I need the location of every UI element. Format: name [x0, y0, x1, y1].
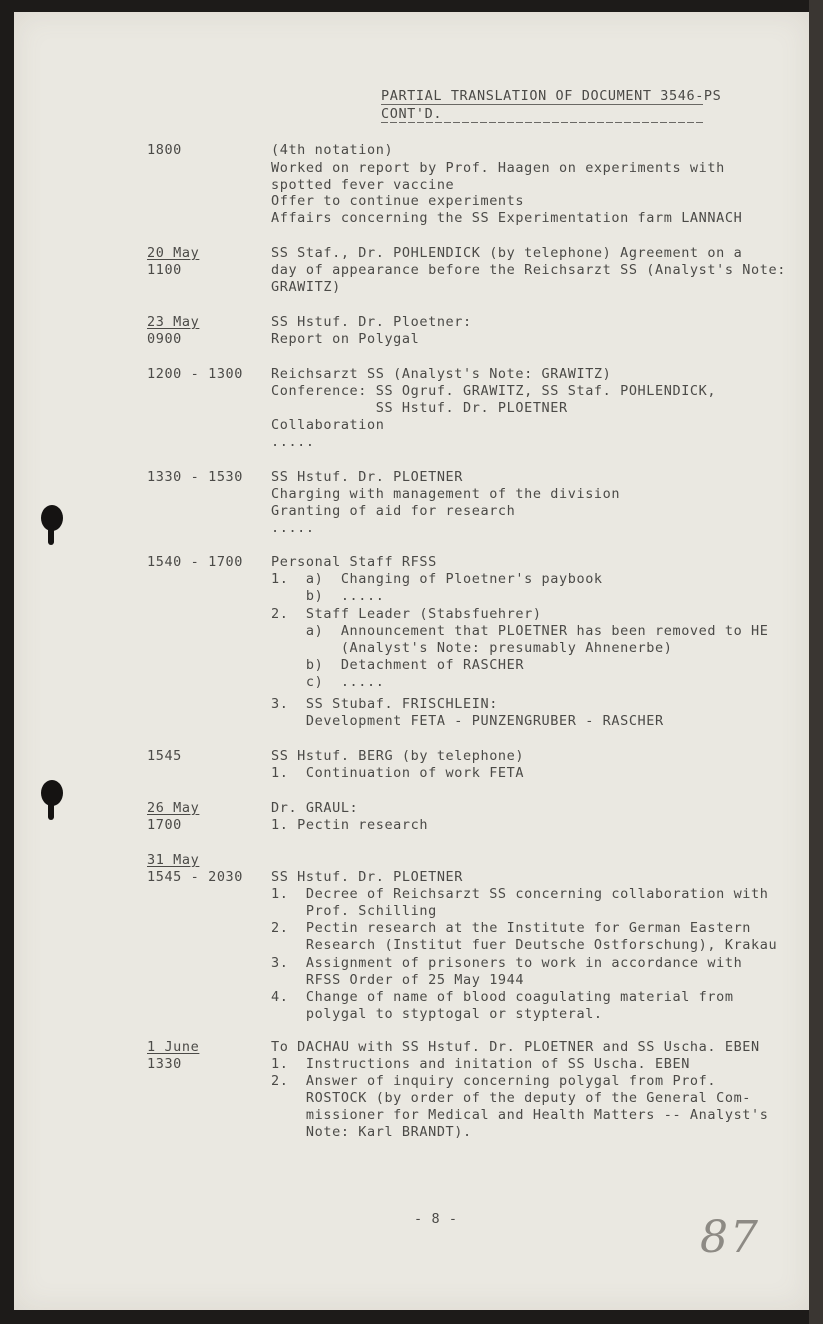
entry-line: Affairs concerning the SS Experimentation farm LANNACH: [271, 210, 743, 226]
entry-line: 3. SS Stubaf. FRISCHLEIN:: [271, 696, 498, 712]
header-title: PARTIAL TRANSLATION OF DOCUMENT 3546-PS: [381, 88, 722, 104]
entry-line: Research (Institut fuer Deutsche Ostforschung), Krakau: [271, 937, 778, 953]
entry-line: 2. Answer of inquiry concerning polygal from Prof.: [271, 1073, 717, 1089]
entry-date: 31 May: [147, 852, 200, 868]
header-subtitle: CONT'D.: [381, 105, 443, 122]
entry-time: 0900: [147, 331, 182, 347]
entry-line: ROSTOCK (by order of the deputy of the General Com-: [271, 1090, 752, 1106]
entry-time: 1200 - 1300: [147, 366, 244, 382]
entry-line: b) Detachment of RASCHER: [271, 657, 525, 673]
entry-line: Conference: SS Ogruf. GRAWITZ, SS Staf. POHLENDICK,: [271, 383, 717, 399]
entry-line: 4. Change of name of blood coagulating material from: [271, 989, 734, 1005]
entry-line: a) Announcement that PLOETNER has been removed to HE: [271, 623, 769, 639]
entry-line: .....: [271, 520, 315, 536]
entry-time: 1540 - 1700: [147, 554, 244, 570]
entry-line: Charging with management of the division: [271, 486, 621, 502]
entry-line: c) .....: [271, 674, 385, 690]
entry-line: 1. Decree of Reichsarzt SS concerning collaboration with: [271, 886, 769, 902]
entry-line: polygal to styptogal or stypteral.: [271, 1006, 603, 1022]
entry-line: day of appearance before the Reichsarzt SS (Analyst's Note:: [271, 262, 786, 278]
handwritten-page-number: 87: [700, 1212, 760, 1263]
entry-line: SS Staf., Dr. POHLENDICK (by telephone) Agreement on a: [271, 245, 743, 261]
entry-line: .....: [271, 434, 315, 450]
entry-line: Report on Polygal: [271, 331, 420, 347]
entry-line: 1. a) Changing of Ploetner's paybook: [271, 571, 603, 587]
header-underline: [381, 104, 703, 105]
entry-line: 3. Assignment of prisoners to work in accordance with: [271, 955, 743, 971]
document-header: [381, 88, 721, 123]
entry-time: 1800: [147, 142, 182, 158]
entry-line: RFSS Order of 25 May 1944: [271, 972, 525, 988]
entry-date: 26 May: [147, 800, 200, 816]
entry-line: Note: Karl BRANDT).: [271, 1124, 472, 1140]
entry-time: 1330: [147, 1056, 182, 1072]
entry-time: 1545: [147, 748, 182, 764]
punch-hole-top: [41, 505, 63, 531]
entry-line: SS Hstuf. Dr. PLOETNER: [271, 469, 464, 485]
entry-line: Offer to continue experiments: [271, 193, 525, 209]
entry-line: Worked on report by Prof. Haagen on experiments with: [271, 160, 725, 176]
entry-line: Reichsarzt SS (Analyst's Note: GRAWITZ): [271, 366, 612, 382]
entry-line: SS Hstuf. BERG (by telephone): [271, 748, 525, 764]
entry-line: 2. Pectin research at the Institute for German Eastern: [271, 920, 752, 936]
entry-line: Collaboration: [271, 417, 385, 433]
entry-line: GRAWITZ): [271, 279, 341, 295]
entry-line: 1. Instructions and initation of SS Uscha. EBEN: [271, 1056, 690, 1072]
scan-edge: [809, 0, 823, 1324]
entry-line: To DACHAU with SS Hstuf. Dr. PLOETNER and SS Uscha. EBEN: [271, 1039, 760, 1055]
entry-line: b) .....: [271, 588, 385, 604]
entry-line: Dr. GRAUL:: [271, 800, 359, 816]
entry-line: Development FETA - PUNZENGRUBER - RASCHER: [271, 713, 664, 729]
punch-hole-bottom: [41, 780, 63, 806]
entry-time: 1545 - 2030: [147, 869, 244, 885]
entry-line: Prof. Schilling: [271, 903, 437, 919]
entry-date: 1 June: [147, 1039, 200, 1055]
entry-line: spotted fever vaccine: [271, 177, 455, 193]
page-number: - 8 -: [414, 1211, 458, 1227]
entry-date: 23 May: [147, 314, 200, 330]
entry-line: 1. Continuation of work FETA: [271, 765, 525, 781]
header-dashed-rule: [381, 122, 703, 123]
entry-line: Personal Staff RFSS: [271, 554, 437, 570]
entry-time: 1330 - 1530: [147, 469, 244, 485]
entry-date: 20 May: [147, 245, 200, 261]
entry-time: 1700: [147, 817, 182, 833]
entry-line: SS Hstuf. Dr. PLOETNER: [271, 400, 568, 416]
entry-line: missioner for Medical and Health Matters -- Analyst's: [271, 1107, 769, 1123]
entry-line: Granting of aid for research: [271, 503, 516, 519]
entry-line: SS Hstuf. Dr. Ploetner:: [271, 314, 472, 330]
entry-line: 2. Staff Leader (Stabsfuehrer): [271, 606, 542, 622]
entry-line: SS Hstuf. Dr. PLOETNER: [271, 869, 464, 885]
entry-line: (Analyst's Note: presumably Ahnenerbe): [271, 640, 673, 656]
entry-line: 1. Pectin research: [271, 817, 429, 833]
entry-line: (4th notation): [271, 142, 394, 158]
entry-time: 1100: [147, 262, 182, 278]
